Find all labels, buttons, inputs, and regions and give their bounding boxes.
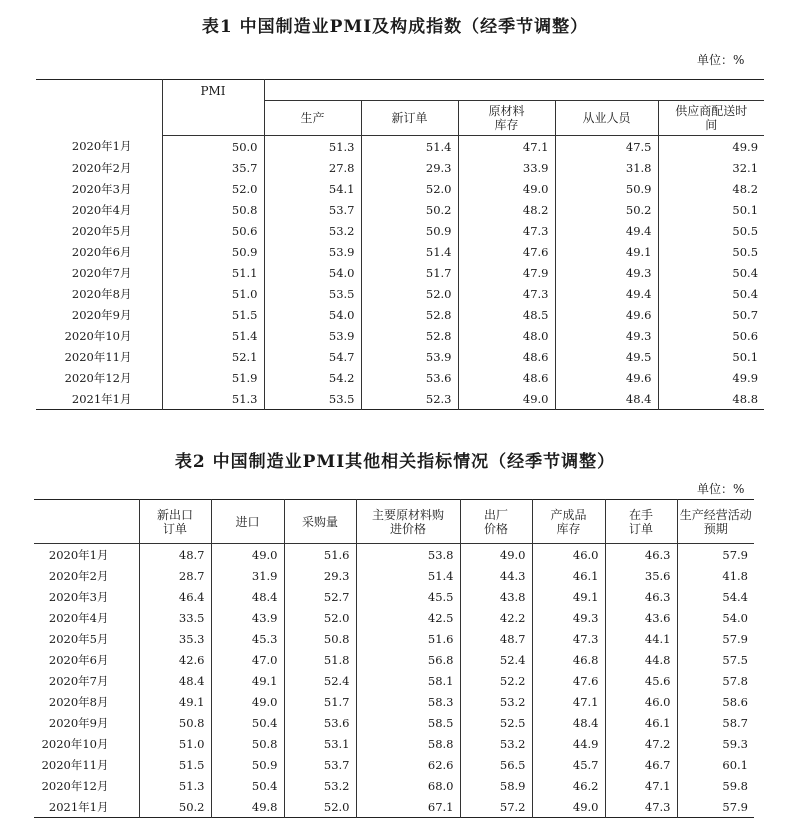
table-cell: 48.7 <box>460 628 532 649</box>
table-cell: 47.1 <box>605 775 677 796</box>
row-label: 2020年6月 <box>48 652 109 667</box>
table-cell: 58.1 <box>356 670 460 691</box>
row-label: 2020年1月 <box>71 139 132 154</box>
table-cell: 52.8 <box>361 304 458 325</box>
table2-corner-cell <box>34 500 139 544</box>
table-cell: 52.7 <box>284 586 356 607</box>
table-cell: 27.8 <box>264 157 361 178</box>
table-cell: 53.8 <box>356 544 460 566</box>
table-cell: 29.3 <box>284 565 356 586</box>
table2-header-0-text: 新出口 订单 <box>156 507 193 536</box>
table-cell: 49.9 <box>658 367 764 388</box>
row-label: 2020年5月 <box>71 223 132 238</box>
table-cell: 51.6 <box>356 628 460 649</box>
table-row <box>34 733 754 754</box>
table1-unit: 单位：% <box>697 53 745 67</box>
table-row <box>36 157 764 178</box>
table-cell: 45.5 <box>356 586 460 607</box>
row-label: 2020年8月 <box>48 694 109 709</box>
table2-header-4-text: 出厂 价格 <box>483 507 508 536</box>
table-cell: 53.7 <box>264 199 361 220</box>
table-cell: 50.9 <box>555 178 658 199</box>
row-label: 2020年4月 <box>48 610 109 625</box>
table1-body <box>36 136 764 410</box>
table-cell: 51.8 <box>284 649 356 670</box>
table-cell: 60.1 <box>677 754 754 775</box>
table-cell: 48.4 <box>139 670 211 691</box>
table2-header-7 <box>677 500 754 544</box>
table2-header-6-text: 在手 订单 <box>628 507 653 536</box>
row-label: 2020年5月 <box>48 631 109 646</box>
table-cell: 51.3 <box>139 775 211 796</box>
table-cell: 49.1 <box>555 241 658 262</box>
row-label: 2020年2月 <box>71 160 132 175</box>
table-row <box>36 325 764 346</box>
table-cell: 57.9 <box>677 796 754 818</box>
table1-header-3 <box>458 101 555 136</box>
table-cell: 51.9 <box>162 367 264 388</box>
table-cell: 50.7 <box>658 304 764 325</box>
table2-unit: 单位：% <box>697 482 745 496</box>
table-cell: 50.4 <box>658 262 764 283</box>
row-label: 2020年12月 <box>64 370 132 385</box>
table-cell: 47.1 <box>458 136 555 158</box>
table-cell: 57.2 <box>460 796 532 818</box>
table2-title: 表2 中国制造业PMI其他相关指标情况（经季节调整） <box>174 452 616 472</box>
table-cell: 56.5 <box>460 754 532 775</box>
table-cell: 48.6 <box>458 367 555 388</box>
table-cell: 52.0 <box>284 607 356 628</box>
table-cell: 52.4 <box>284 670 356 691</box>
table-cell: 53.2 <box>460 691 532 712</box>
table-cell: 58.7 <box>677 712 754 733</box>
table-cell: 45.7 <box>532 754 605 775</box>
table-cell: 52.1 <box>162 346 264 367</box>
table-cell: 49.6 <box>555 367 658 388</box>
table-row <box>34 565 754 586</box>
table2-header-3-text: 主要原材料购 进价格 <box>371 507 444 536</box>
table-cell: 62.6 <box>356 754 460 775</box>
table-cell: 46.0 <box>605 691 677 712</box>
table-cell: 35.6 <box>605 565 677 586</box>
table2 <box>34 499 754 818</box>
table-cell: 49.1 <box>532 586 605 607</box>
table-row <box>36 346 764 367</box>
table-row <box>36 136 764 158</box>
table-cell: 57.9 <box>677 544 754 566</box>
table-cell: 50.9 <box>211 754 284 775</box>
table-cell: 52.0 <box>361 283 458 304</box>
table2-header-0 <box>139 500 211 544</box>
table-cell: 48.7 <box>139 544 211 566</box>
table-cell: 53.9 <box>361 346 458 367</box>
table-cell: 46.2 <box>532 775 605 796</box>
row-label: 2021年1月 <box>71 391 132 406</box>
table-cell: 48.4 <box>532 712 605 733</box>
table-cell: 46.0 <box>532 544 605 566</box>
table-cell: 49.6 <box>555 304 658 325</box>
table-row <box>36 262 764 283</box>
table-row <box>36 178 764 199</box>
table-row <box>36 220 764 241</box>
table-cell: 49.0 <box>532 796 605 818</box>
table-cell: 49.5 <box>555 346 658 367</box>
table-cell: 46.4 <box>139 586 211 607</box>
table-cell: 52.0 <box>361 178 458 199</box>
table1-header-0: PMI <box>162 80 264 136</box>
table-cell: 50.2 <box>139 796 211 818</box>
table2-header-5-text: 产成品 库存 <box>550 507 587 536</box>
table-cell: 53.2 <box>264 220 361 241</box>
table-cell: 49.0 <box>211 544 284 566</box>
table2-header-7-text: 生产经营活动 预期 <box>679 507 752 536</box>
table-cell: 44.1 <box>605 628 677 649</box>
table-cell: 35.7 <box>162 157 264 178</box>
row-label: 2020年8月 <box>71 286 132 301</box>
table-cell: 50.5 <box>658 241 764 262</box>
row-label: 2020年1月 <box>48 547 109 562</box>
table2-header-2-text: 采购量 <box>301 514 338 529</box>
table-cell: 54.0 <box>677 607 754 628</box>
row-label: 2020年6月 <box>71 244 132 259</box>
table2-header-5 <box>532 500 605 544</box>
table-cell: 52.0 <box>162 178 264 199</box>
table-cell: 59.8 <box>677 775 754 796</box>
table-cell: 49.3 <box>532 607 605 628</box>
table1-corner-cell <box>36 80 162 136</box>
table-cell: 51.4 <box>361 136 458 158</box>
table-cell: 48.2 <box>658 178 764 199</box>
table-cell: 58.6 <box>677 691 754 712</box>
row-label: 2020年10月 <box>41 736 109 751</box>
table-cell: 48.2 <box>458 199 555 220</box>
table-cell: 44.3 <box>460 565 532 586</box>
table-cell: 46.8 <box>532 649 605 670</box>
table-row <box>36 199 764 220</box>
table-cell: 50.2 <box>361 199 458 220</box>
table-cell: 29.3 <box>361 157 458 178</box>
table-cell: 52.8 <box>361 325 458 346</box>
table-cell: 58.9 <box>460 775 532 796</box>
table-cell: 50.1 <box>658 346 764 367</box>
table-cell: 49.9 <box>658 136 764 158</box>
table-cell: 54.4 <box>677 586 754 607</box>
table-cell: 50.8 <box>162 199 264 220</box>
table-cell: 32.1 <box>658 157 764 178</box>
table-cell: 31.9 <box>211 565 284 586</box>
table-cell: 52.3 <box>361 388 458 410</box>
table-cell: 51.1 <box>162 262 264 283</box>
table2-header-2 <box>284 500 356 544</box>
table-cell: 50.4 <box>658 283 764 304</box>
table-cell: 51.7 <box>361 262 458 283</box>
table-cell: 47.2 <box>605 733 677 754</box>
table-cell: 47.3 <box>458 220 555 241</box>
table-cell: 58.5 <box>356 712 460 733</box>
table2-header-1-text: 进口 <box>235 514 260 529</box>
row-label: 2021年1月 <box>48 799 109 814</box>
table-cell: 49.0 <box>211 691 284 712</box>
table-cell: 50.8 <box>284 628 356 649</box>
table-cell: 43.8 <box>460 586 532 607</box>
table-cell: 48.4 <box>555 388 658 410</box>
table-cell: 52.4 <box>460 649 532 670</box>
table-row <box>34 712 754 733</box>
table-cell: 47.6 <box>458 241 555 262</box>
row-label: 2020年9月 <box>71 307 132 322</box>
table-cell: 50.5 <box>658 220 764 241</box>
table1-header-spacer <box>264 80 764 101</box>
table-cell: 57.8 <box>677 670 754 691</box>
table-cell: 51.5 <box>162 304 264 325</box>
table2-header-1 <box>211 500 284 544</box>
table-cell: 51.7 <box>284 691 356 712</box>
table-cell: 47.5 <box>555 136 658 158</box>
table-cell: 42.2 <box>460 607 532 628</box>
table1-title: 表1 中国制造业PMI及构成指数（经季节调整） <box>201 17 589 37</box>
table-cell: 57.5 <box>677 649 754 670</box>
table-cell: 54.0 <box>264 262 361 283</box>
table-cell: 52.2 <box>460 670 532 691</box>
table-cell: 51.3 <box>264 136 361 158</box>
table-cell: 51.4 <box>356 565 460 586</box>
table-cell: 47.3 <box>532 628 605 649</box>
table-cell: 53.1 <box>284 733 356 754</box>
table-cell: 50.6 <box>658 325 764 346</box>
table-cell: 56.8 <box>356 649 460 670</box>
table-cell: 46.3 <box>605 544 677 566</box>
table-row <box>34 754 754 775</box>
table-row <box>34 607 754 628</box>
table-cell: 46.7 <box>605 754 677 775</box>
table-cell: 48.6 <box>458 346 555 367</box>
row-label: 2020年11月 <box>64 349 132 364</box>
table-row <box>34 649 754 670</box>
table2-header-6 <box>605 500 677 544</box>
table2-header-3 <box>356 500 460 544</box>
row-label: 2020年2月 <box>48 568 109 583</box>
table-cell: 54.7 <box>264 346 361 367</box>
table-row <box>36 367 764 388</box>
table-cell: 54.2 <box>264 367 361 388</box>
table1-header-2: 新订单 <box>361 101 458 136</box>
row-label: 2020年12月 <box>41 778 109 793</box>
table-cell: 50.0 <box>162 136 264 158</box>
table-cell: 46.3 <box>605 586 677 607</box>
table-cell: 54.1 <box>264 178 361 199</box>
table-cell: 53.2 <box>460 733 532 754</box>
table-cell: 50.8 <box>211 733 284 754</box>
table-cell: 53.7 <box>284 754 356 775</box>
table-cell: 49.1 <box>139 691 211 712</box>
row-label: 2020年10月 <box>64 328 132 343</box>
table-cell: 51.4 <box>361 241 458 262</box>
row-label: 2020年7月 <box>71 265 132 280</box>
table-cell: 47.1 <box>532 691 605 712</box>
table-cell: 53.5 <box>264 283 361 304</box>
table-cell: 50.8 <box>139 712 211 733</box>
table-cell: 53.2 <box>284 775 356 796</box>
table-row <box>34 628 754 649</box>
table-cell: 33.9 <box>458 157 555 178</box>
table-cell: 46.1 <box>605 712 677 733</box>
table-cell: 47.0 <box>211 649 284 670</box>
table-row <box>36 283 764 304</box>
table-cell: 52.5 <box>460 712 532 733</box>
table1-header-1: 生产 <box>264 101 361 136</box>
table-cell: 48.0 <box>458 325 555 346</box>
table-row <box>34 691 754 712</box>
table-cell: 53.9 <box>264 241 361 262</box>
table2-header-4 <box>460 500 532 544</box>
row-label: 2020年7月 <box>48 673 109 688</box>
table-cell: 54.0 <box>264 304 361 325</box>
table-cell: 43.9 <box>211 607 284 628</box>
table-cell: 44.8 <box>605 649 677 670</box>
table-row <box>34 775 754 796</box>
table1 <box>36 79 764 410</box>
table-cell: 47.6 <box>532 670 605 691</box>
table-row <box>34 796 754 818</box>
table-cell: 48.8 <box>658 388 764 410</box>
table-cell: 51.3 <box>162 388 264 410</box>
table-cell: 68.0 <box>356 775 460 796</box>
table2-body <box>34 544 754 818</box>
table-cell: 53.9 <box>264 325 361 346</box>
table-cell: 49.0 <box>458 178 555 199</box>
table-cell: 53.6 <box>284 712 356 733</box>
table-cell: 58.3 <box>356 691 460 712</box>
table-cell: 49.4 <box>555 283 658 304</box>
table-cell: 50.9 <box>361 220 458 241</box>
table-cell: 50.6 <box>162 220 264 241</box>
table-cell: 51.0 <box>139 733 211 754</box>
table-cell: 49.3 <box>555 325 658 346</box>
table-cell: 47.3 <box>605 796 677 818</box>
table-cell: 53.5 <box>264 388 361 410</box>
table-cell: 49.0 <box>460 544 532 566</box>
table-cell: 58.8 <box>356 733 460 754</box>
table-cell: 42.6 <box>139 649 211 670</box>
table-cell: 51.0 <box>162 283 264 304</box>
table-cell: 48.5 <box>458 304 555 325</box>
table-cell: 47.9 <box>458 262 555 283</box>
table-cell: 50.4 <box>211 775 284 796</box>
row-label: 2020年3月 <box>71 181 132 196</box>
table-row <box>36 388 764 410</box>
table-cell: 45.6 <box>605 670 677 691</box>
table1-header-4: 从业人员 <box>555 101 658 136</box>
table1-header-3-text: 原材料 库存 <box>488 104 525 132</box>
table-cell: 49.0 <box>458 388 555 410</box>
table1-header-5 <box>658 101 764 136</box>
table-cell: 49.1 <box>211 670 284 691</box>
row-label: 2020年4月 <box>71 202 132 217</box>
row-label: 2020年11月 <box>41 757 109 772</box>
table-cell: 49.3 <box>555 262 658 283</box>
table-cell: 42.5 <box>356 607 460 628</box>
table-cell: 45.3 <box>211 628 284 649</box>
table-cell: 52.0 <box>284 796 356 818</box>
table-cell: 50.2 <box>555 199 658 220</box>
table-cell: 48.4 <box>211 586 284 607</box>
table-cell: 41.8 <box>677 565 754 586</box>
table-cell: 46.1 <box>532 565 605 586</box>
table-cell: 59.3 <box>677 733 754 754</box>
table-cell: 43.6 <box>605 607 677 628</box>
table-cell: 51.6 <box>284 544 356 566</box>
table-cell: 35.3 <box>139 628 211 649</box>
table-cell: 33.5 <box>139 607 211 628</box>
table-cell: 31.8 <box>555 157 658 178</box>
table-cell: 50.4 <box>211 712 284 733</box>
table-cell: 49.8 <box>211 796 284 818</box>
table-row <box>34 544 754 566</box>
table1-header-5-text: 供应商配送时 间 <box>675 104 748 132</box>
table-cell: 47.3 <box>458 283 555 304</box>
table-cell: 50.1 <box>658 199 764 220</box>
table-cell: 51.5 <box>139 754 211 775</box>
table-cell: 49.4 <box>555 220 658 241</box>
table-row <box>36 304 764 325</box>
table-cell: 50.9 <box>162 241 264 262</box>
table-cell: 28.7 <box>139 565 211 586</box>
row-label: 2020年9月 <box>48 715 109 730</box>
row-label: 2020年3月 <box>48 589 109 604</box>
table-cell: 51.4 <box>162 325 264 346</box>
table-cell: 53.6 <box>361 367 458 388</box>
table-cell: 67.1 <box>356 796 460 818</box>
table-row <box>36 241 764 262</box>
table-row <box>34 586 754 607</box>
table-row <box>34 670 754 691</box>
table-cell: 57.9 <box>677 628 754 649</box>
table-cell: 44.9 <box>532 733 605 754</box>
